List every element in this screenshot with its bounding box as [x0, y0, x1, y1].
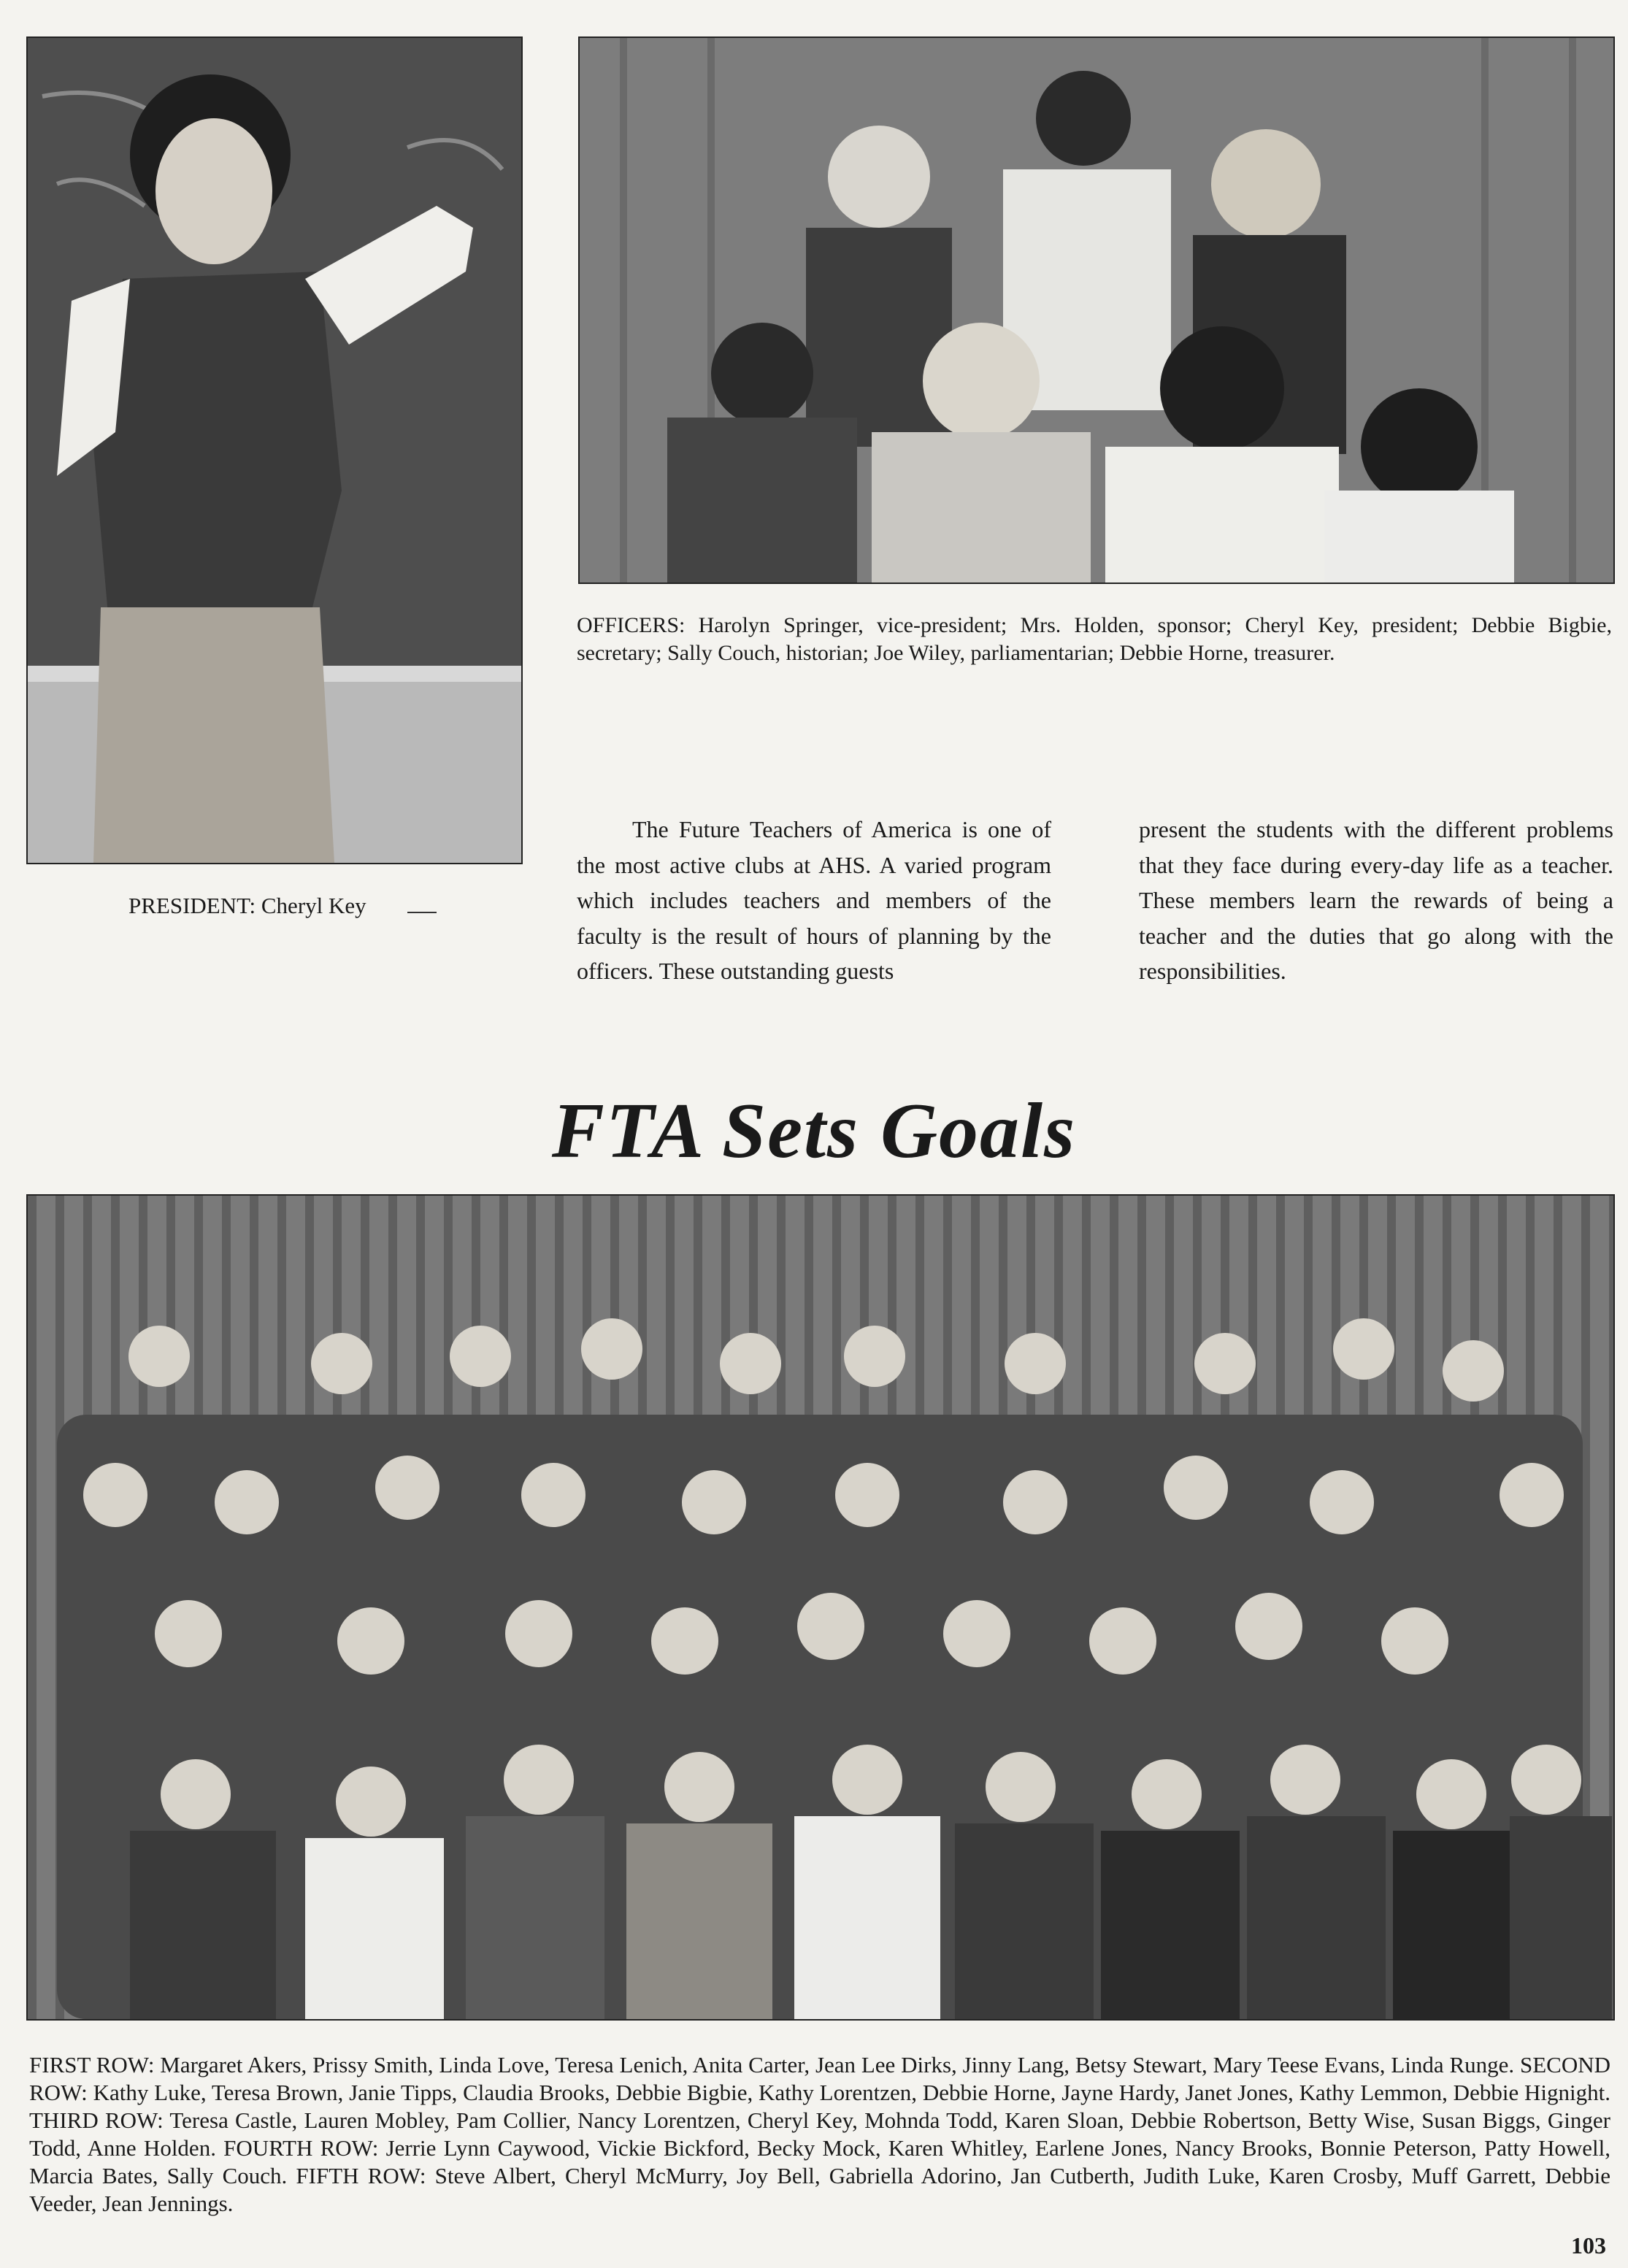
- group-caption: FIRST ROW: Margaret Akers, Prissy Smith, Linda Love, Teresa Lenich, Anita Carter, Jean Lee Dirks, Jinny Lang, Betsy Stewart, Mary Teese Evans, Linda Runge. SECOND ROW: Kathy Luke, Teresa Brown, Janie Tipps, Claudia Brooks, Debbie Bigbie, Kathy Lorentzen, Debbie Horne, Jayne Hardy, Janet Jones, Kathy Lemmon, Debbie Hignight. THIRD ROW: Teresa Castle, Lauren Mobley, Pam Collier, Nancy Lorentzen, Cheryl Key, Mohnda Todd, Karen Sloan, Debbie Robertson, Betty Wise, Susan Biggs, Ginger Todd, Anne Holden. FOURTH ROW: Jerrie Lynn Caywood, Vickie Bickford, Becky Mock, Karen Whitley, Earlene Jones, Nancy Brooks, Bonnie Peterson, Patty Howell, Marcia Bates, Sally Couch. FIFTH ROW: Steve Albert, Cheryl McMurry, Joy Bell, Gabriella Adorino, Jan Cutberth, Judith Luke, Karen Crosby, Muff Garrett, Debbie Veeder, Jean Jennings.: [29, 2052, 1610, 2216]
- president-caption: PRESIDENT: Cheryl Key: [128, 893, 366, 918]
- officers-caption: OFFICERS: Harolyn Springer, vice-president; Mrs. Holden, sponsor; Cheryl Key, president; Debbie Bigbie, secretary; Sally Couch, historian; Joe Wiley, parliamentarian; Debbie Horne, treasurer.: [577, 613, 1612, 665]
- article-column-1: The Future Teachers of America is one of the most active clubs at AHS. A varied program which includes teachers and members of the faculty is the result of hours of planning by the officers. These outstanding guests: [577, 816, 1051, 984]
- president-photo: [26, 36, 523, 864]
- group-photo: [26, 1194, 1615, 2021]
- caption-rule: [407, 912, 437, 913]
- officers-photo: [578, 36, 1615, 584]
- page-title: FTA Sets Goals: [551, 1088, 1077, 1175]
- article-column-2: present the students with the different problems that they face during every-day life as a teacher. These members learn the rewards of being a teacher and the duties that go along with the responsibilities.: [1139, 816, 1613, 984]
- page-number: 103: [1571, 2232, 1606, 2259]
